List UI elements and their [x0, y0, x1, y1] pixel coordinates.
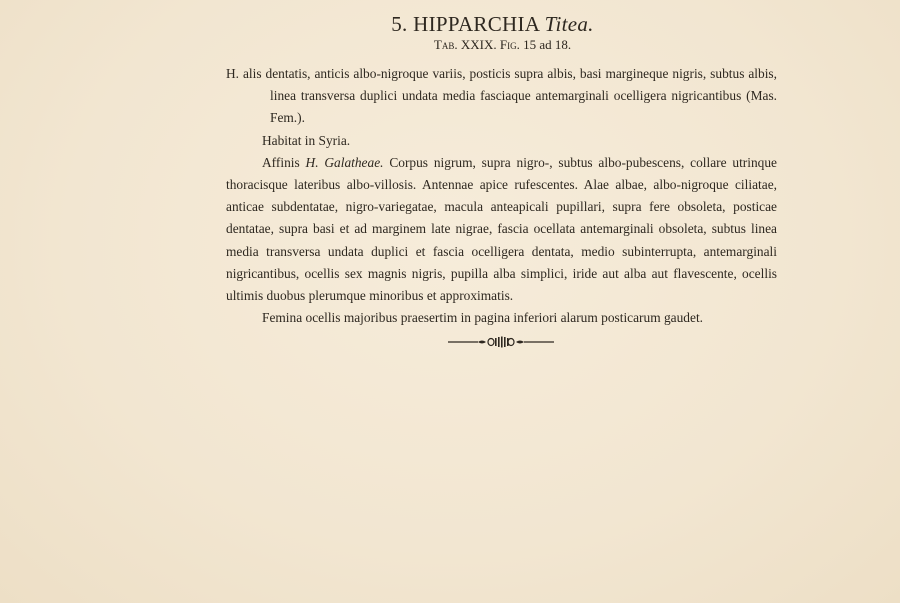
description-body: [226, 63, 777, 329]
species-number: 5.: [391, 12, 408, 36]
affinity-paragraph: [226, 152, 777, 307]
fig-label: Fig.: [499, 37, 520, 52]
affinity-lead: Affinis: [262, 154, 300, 170]
tab-label: Tab.: [433, 37, 458, 52]
genus-name: HIPPARCHIA: [413, 12, 540, 36]
affinity-reference: H. Galatheae.: [305, 154, 384, 170]
diagnosis-paragraph: H. alis dentatis, anticis albo-nigroque variis, posticis supra albis, basi margineque nigris, subtus albis, linea transversa duplici undata media fasciaque antemarginali ocelligera nigricantibus (Mas. Fem.).: [226, 66, 777, 126]
ornament-divider-icon: [448, 336, 554, 348]
species-heading: [0, 11, 900, 37]
affinity-text: Corpus nigrum, supra nigro-, subtus albo-pubescens, collare utrinque thoracisque lateribus albo-villosis. Antennae apice rufescentes. Alae albae, albo-nigroque ciliatae, anticae subdentatae, nigro-variegatae, macula anteapicali pupillari, supra fere obsoleta, posticae dentatae, supra basi et ad marginem late nigrae, fascia ocellata antemarginali obsoleta, subtus linea media transversa undata duplici et fascia ocelligera dentata, medio subinterrupta, antemarginali nigricantibus, ocellis sex magnis nigris, pupilla alba simplici, iride aut alba aut flavescente, ocellis ultimis duobus plerumque minoribus et approximatis.: [226, 154, 777, 304]
habitat-paragraph: Habitat in Syria.: [262, 132, 351, 148]
plate-reference: [0, 37, 900, 53]
species-name: Titea.: [544, 12, 594, 36]
fig-value: 15 ad 18.: [523, 37, 572, 52]
female-note-paragraph: Femina ocellis majoribus praesertim in pagina inferiori alarum posticarum gaudet.: [262, 310, 704, 326]
tab-value: XXIX.: [460, 37, 497, 52]
